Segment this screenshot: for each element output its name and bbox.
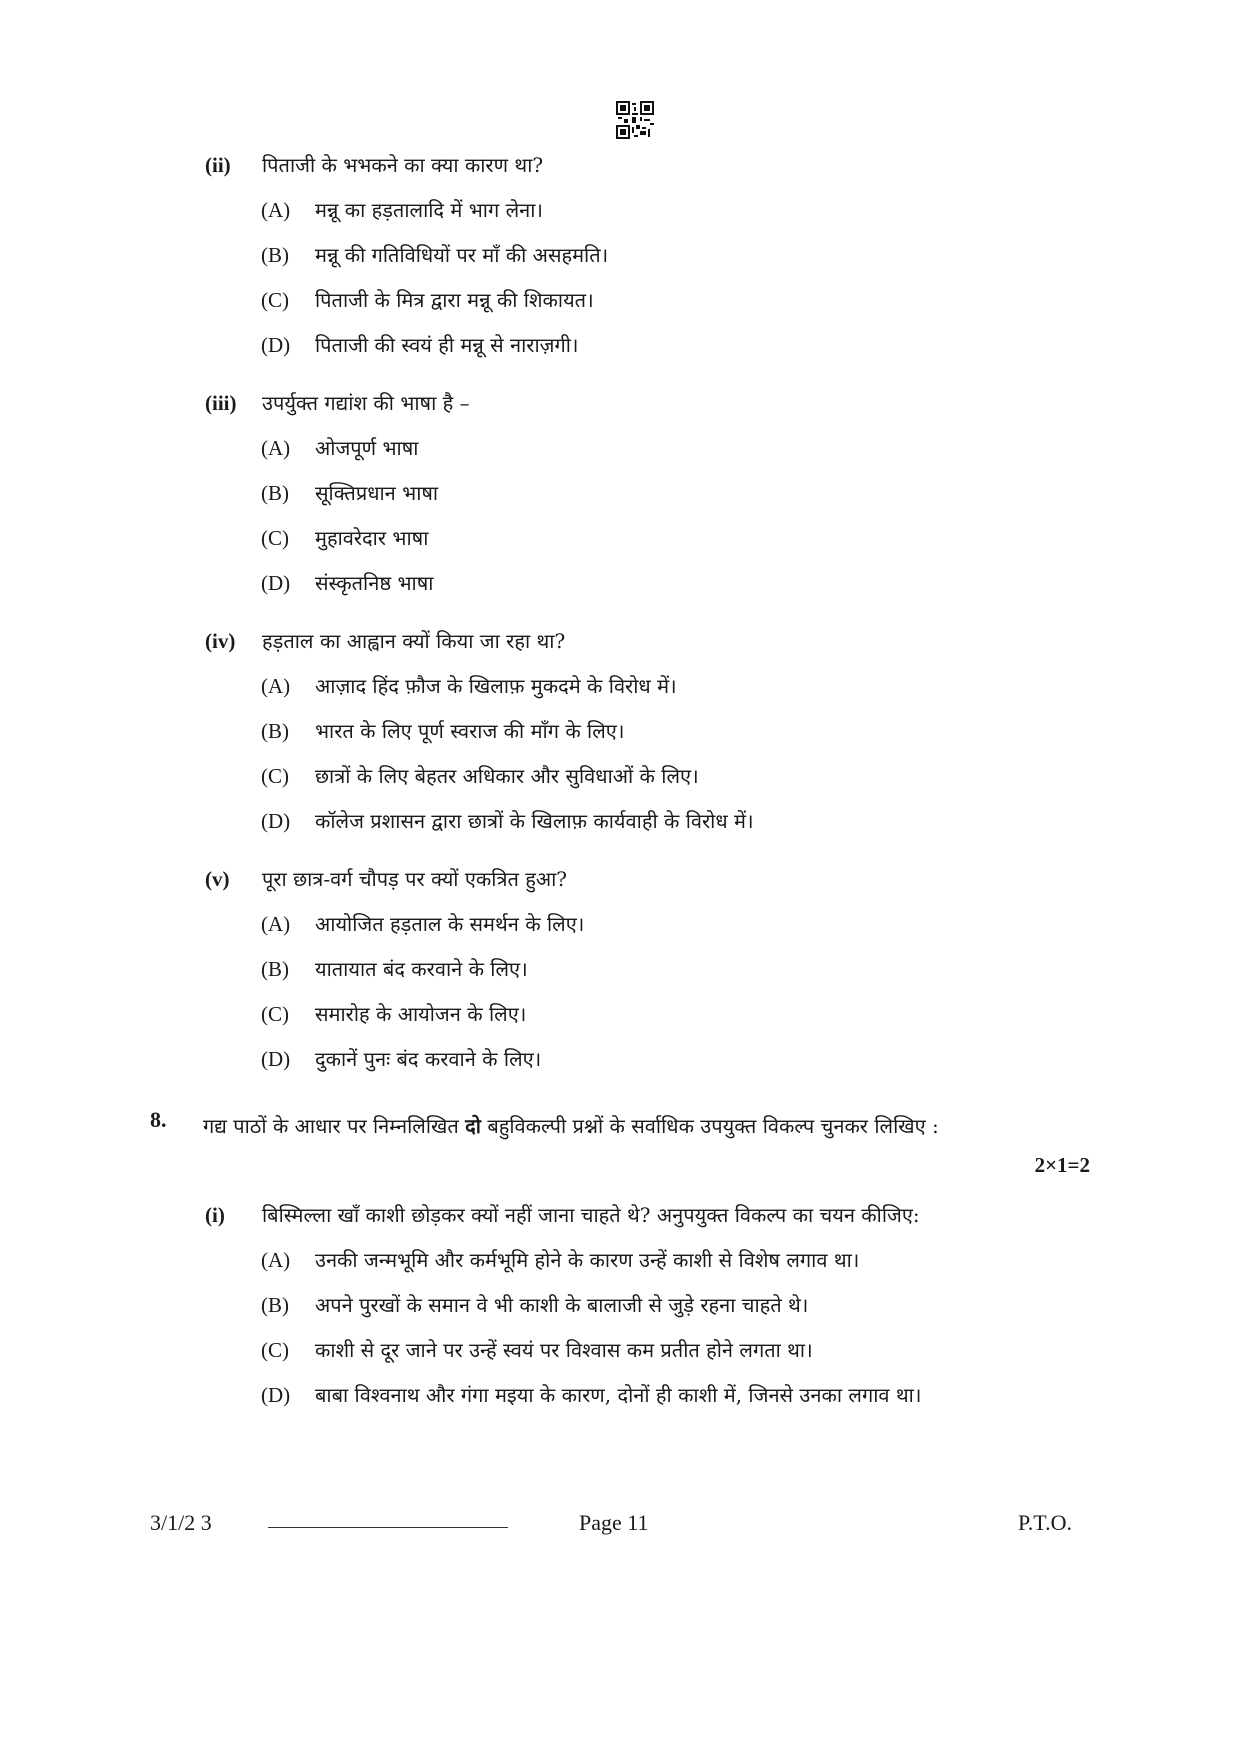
option-text: पिताजी की स्वयं ही मन्नू से नाराज़गी। [315,333,579,357]
option-c [261,1335,1041,1365]
option-text: उनकी जन्मभूमि और कर्मभूमि होने के कारण उन्हें काशी से विशेष लगाव था। [315,1248,860,1272]
option-label: (D) [261,1383,291,1407]
subquestion-text: बिस्मिल्ला खाँ काशी छोड़कर क्यों नहीं जाना चाहते थे? अनुपयुक्त विकल्प का चयन कीजिए: [262,1203,920,1227]
option-label: (A) [261,912,291,936]
option-a [261,195,1041,225]
subquestion-label: (iv) [205,629,236,653]
option-d [261,806,1041,836]
subquestion-text: उपर्युक्त गद्यांश की भाषा है – [262,391,470,415]
option-d [261,330,1041,360]
option-text: पिताजी के मित्र द्वारा मन्नू की शिकायत। [315,288,594,312]
page-number: Page 11 [579,1510,649,1535]
option-label: (C) [261,1002,289,1026]
option-text: आयोजित हड़ताल के समर्थन के लिए। [315,912,585,936]
subquestion-text: पिताजी के भभकने का क्या कारण था? [262,153,544,177]
option-text: काशी से दूर जाने पर उन्हें स्वयं पर विश्वास कम प्रतीत होने लगता था। [315,1338,813,1362]
option-text: दुकानें पुनः बंद करवाने के लिए। [315,1047,542,1071]
option-d [261,1044,1041,1074]
option-a [261,1245,1041,1275]
option-label: (C) [261,1338,289,1362]
option-label: (B) [261,481,289,505]
qr-code [616,101,654,139]
option-label: (A) [261,674,291,698]
option-b [261,716,1041,746]
subquestion-label: (v) [205,867,230,891]
marks: 2×1=2 [1034,1153,1090,1177]
option-text: कॉलेज प्रशासन द्वारा छात्रों के खिलाफ़ कार्यवाही के विरोध में। [315,809,754,833]
option-label: (B) [261,719,289,743]
option-c [261,285,1041,315]
option-b [261,1290,1041,1320]
paper-code: 3/1/2 3 [150,1510,212,1535]
option-d [261,568,1041,598]
option-b [261,240,1041,270]
question-number: 8. [150,1107,167,1132]
option-text: सूक्तिप्रधान भाषा [315,481,439,505]
option-label: (B) [261,957,289,981]
option-text: संस्कृतनिष्ठ भाषा [315,571,434,595]
option-a [261,433,1041,463]
option-label: (A) [261,1248,291,1272]
option-label: (A) [261,198,291,222]
option-label: (D) [261,333,291,357]
option-label: (C) [261,764,289,788]
option-b [261,954,1041,984]
option-a [261,671,1041,701]
emphasis-text: दो [465,1114,481,1138]
option-c [261,999,1041,1029]
option-label: (C) [261,288,289,312]
option-label: (D) [261,571,291,595]
option-text: मन्नू का हड़तालादि में भाग लेना। [315,198,544,222]
option-text: समारोह के आयोजन के लिए। [315,1002,527,1026]
option-text: मन्नू की गतिविधियों पर माँ की असहमति। [315,243,609,267]
option-text: भारत के लिए पूर्ण स्वराज की माँग के लिए। [315,719,625,743]
subquestion-text: हड़ताल का आह्वान क्यों किया जा रहा था? [262,629,566,653]
option-a [261,909,1041,939]
option-d [261,1380,1041,1470]
footer-divider [268,1527,508,1528]
question-text: गद्य पाठों के आधार पर निम्नलिखित दो बहुविकल्पी प्रश्नों के सर्वाधिक उपयुक्त विकल्प चुनकर लिखिए : [203,1114,939,1138]
option-text: आज़ाद हिंद फ़ौज के खिलाफ़ मुकदमे के विरोध में। [315,674,677,698]
option-text: छात्रों के लिए बेहतर अधिकार और सुविधाओं के लिए। [315,764,699,788]
subquestion-label: (i) [205,1203,225,1227]
option-text: बाबा विश्वनाथ और गंगा मइया के कारण, दोनों ही काशी में, जिनसे उनका लगाव था। [315,1383,922,1407]
option-label: (A) [261,436,291,460]
option-label: (B) [261,1293,289,1317]
option-label: (D) [261,1047,291,1071]
option-text: ओजपूर्ण भाषा [315,436,419,460]
option-c [261,523,1041,553]
option-b [261,478,1041,508]
option-label: (C) [261,526,289,550]
option-label: (D) [261,809,291,833]
option-text: अपने पुरखों के समान वे भी काशी के बालाजी से जुड़े रहना चाहते थे। [315,1293,809,1317]
subquestion-label: (ii) [205,153,231,177]
please-turn-over: P.T.O. [1018,1510,1072,1535]
subquestion-text: पूरा छात्र-वर्ग चौपड़ पर क्यों एकत्रित हुआ? [262,867,568,891]
subquestion-label: (iii) [205,391,237,415]
option-label: (B) [261,243,289,267]
option-text: मुहावरेदार भाषा [315,526,429,550]
option-c [261,761,1041,791]
option-text: यातायात बंद करवाने के लिए। [315,957,528,981]
page-footer [0,1510,1240,1540]
